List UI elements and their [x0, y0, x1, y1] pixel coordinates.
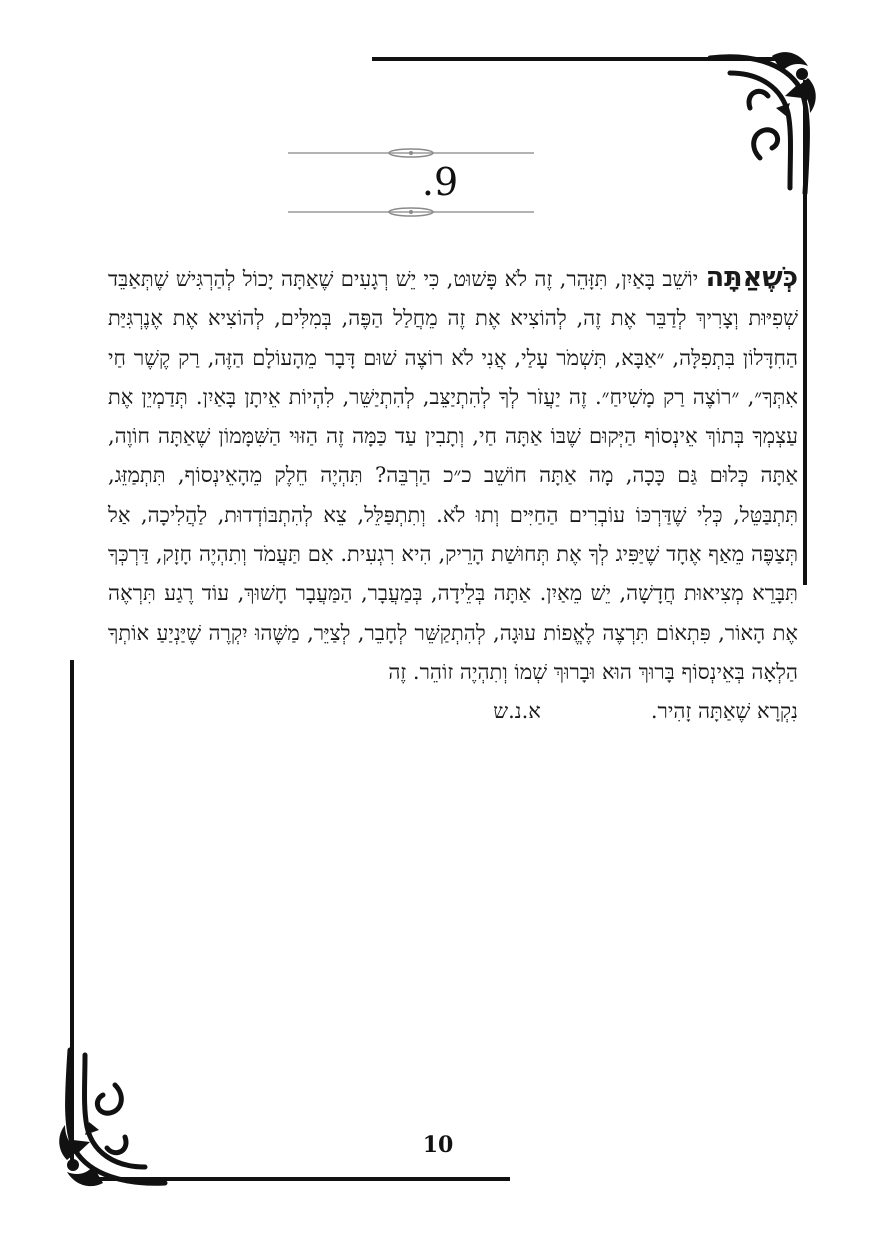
closing-text: נִקְרָא שֶׁאַתָּה זָהִיר. — [650, 699, 798, 724]
decorative-rule — [288, 147, 534, 159]
page-number: 10 — [422, 1132, 454, 1158]
opening-word: כְּשֶׁאַתָּה — [705, 262, 798, 293]
author-signature: א.נ.ש — [493, 699, 541, 724]
decorative-rule — [288, 206, 534, 218]
closing-line — [108, 692, 798, 731]
ornament-corner-icon — [55, 1045, 185, 1190]
ornament-corner-icon — [690, 48, 820, 198]
body-paragraph — [108, 258, 798, 732]
chapter-number: .9 — [421, 160, 459, 204]
paragraph-text: יוֹשֵׁב בָּאַיִן, תִּזָּהֵר, זֶה לֹא פָּשׁוּט, כִּי יֵשׁ רְגָעִים שֶׁאַתָּה יָכוֹל לְהַרְגִּישׁ שֶׁתְּאַבֵּד שְׁפִיּוּת וְצָרִיךְ לְדַבֵּר אֶת זֶה, לְהוֹצִיא אֶת זֶה מֵחֲלַל הַפֶּה, בְּמִלִּים, לְהוֹצִיא אֶת אֶנֶרְגִּיַּת הַחִדָּלוֹן בִּתְפִלָּה, ״אַבָּא, תִּשְׁמֹר עָלַי, אֲנִי לֹא רוֹצֶה שׁוּם דָּבָר מֵהָעוֹלָם הַזֶּה, רַק קֶשֶׁר חַי אִתְּךָ״, ״רוֹצֶה רַק מָשִׁיחַ״. זֶה יַעֲזֹר לְךָ לְהִתְיַצֵּב, לְהִתְיַשֵּׁר, לִהְיוֹת אֵיתָן בָּאַיִן. תְּדַמְיֵן אֶת עַצְמְךָ בְּתוֹךְ אֵינְסוֹף הַיְּקוּם שֶׁבּוֹ אַתָּה חַי, וְתָבִין עַד כַּמָּה זֶה הַזּוּי הַשִּׁמָּמוֹן שֶׁאַתָּה חוֹוֶה, אַתָּה כְּלוּם גַּם כָּכָה, מָה אַתָּה חוֹשֵׁב כ״כ הַרְבֵּה? תִּהְיֶה חֵלֶק מֵהָאֵינְסוֹף, תִּתְמַזֵּג, תִּתְבַּטֵּל, כְּלִי שֶׁדַּרְכּוֹ עוֹבְרִים הַחַיִּים וְתוּ לֹא. וְתִתְפַּלֵּל, צֵא לְהִתְבּוֹדְדוּת, לַהֲלִיכָה, אַל תְּצַפֶּה מֵאַף אֶחָד שֶׁיַּפִּיג לְךָ אֶת תְּחוּשַׁת הָרֵיק, הִיא רִגְעִית. אִם תַּעֲמֹד וְתִהְיֶה חָזָק, דַּרְכְּךָ תִּבָּרֵא מְצִיאוּת חֲדָשָׁה, יֵשׁ מֵאַיִן. אַתָּה בְּלֵידָה, בְּמַעֲבָר, הַמַּעֲבָר חָשׁוּךְ, עוֹד רֶגַע תִּרְאֶה אֶת הָאוֹר, פִּתְאוֹם תִּרְצֶה לֶאֱפוֹת עוּגָה, לְהִתְקַשֵּׁר לְחָבֵר, לְצַיֵּר, מַשֶּׁהוּ יִקְרֶה שֶׁיַּנְיַעַ אוֹתְךָ הַלְאָה בְּאֵינְסוֹף בָּרוּךְ הוּא וּבָרוּךְ שְׁמוֹ וְתִהְיֶה זוֹהֵר. זֶה — [108, 267, 798, 684]
